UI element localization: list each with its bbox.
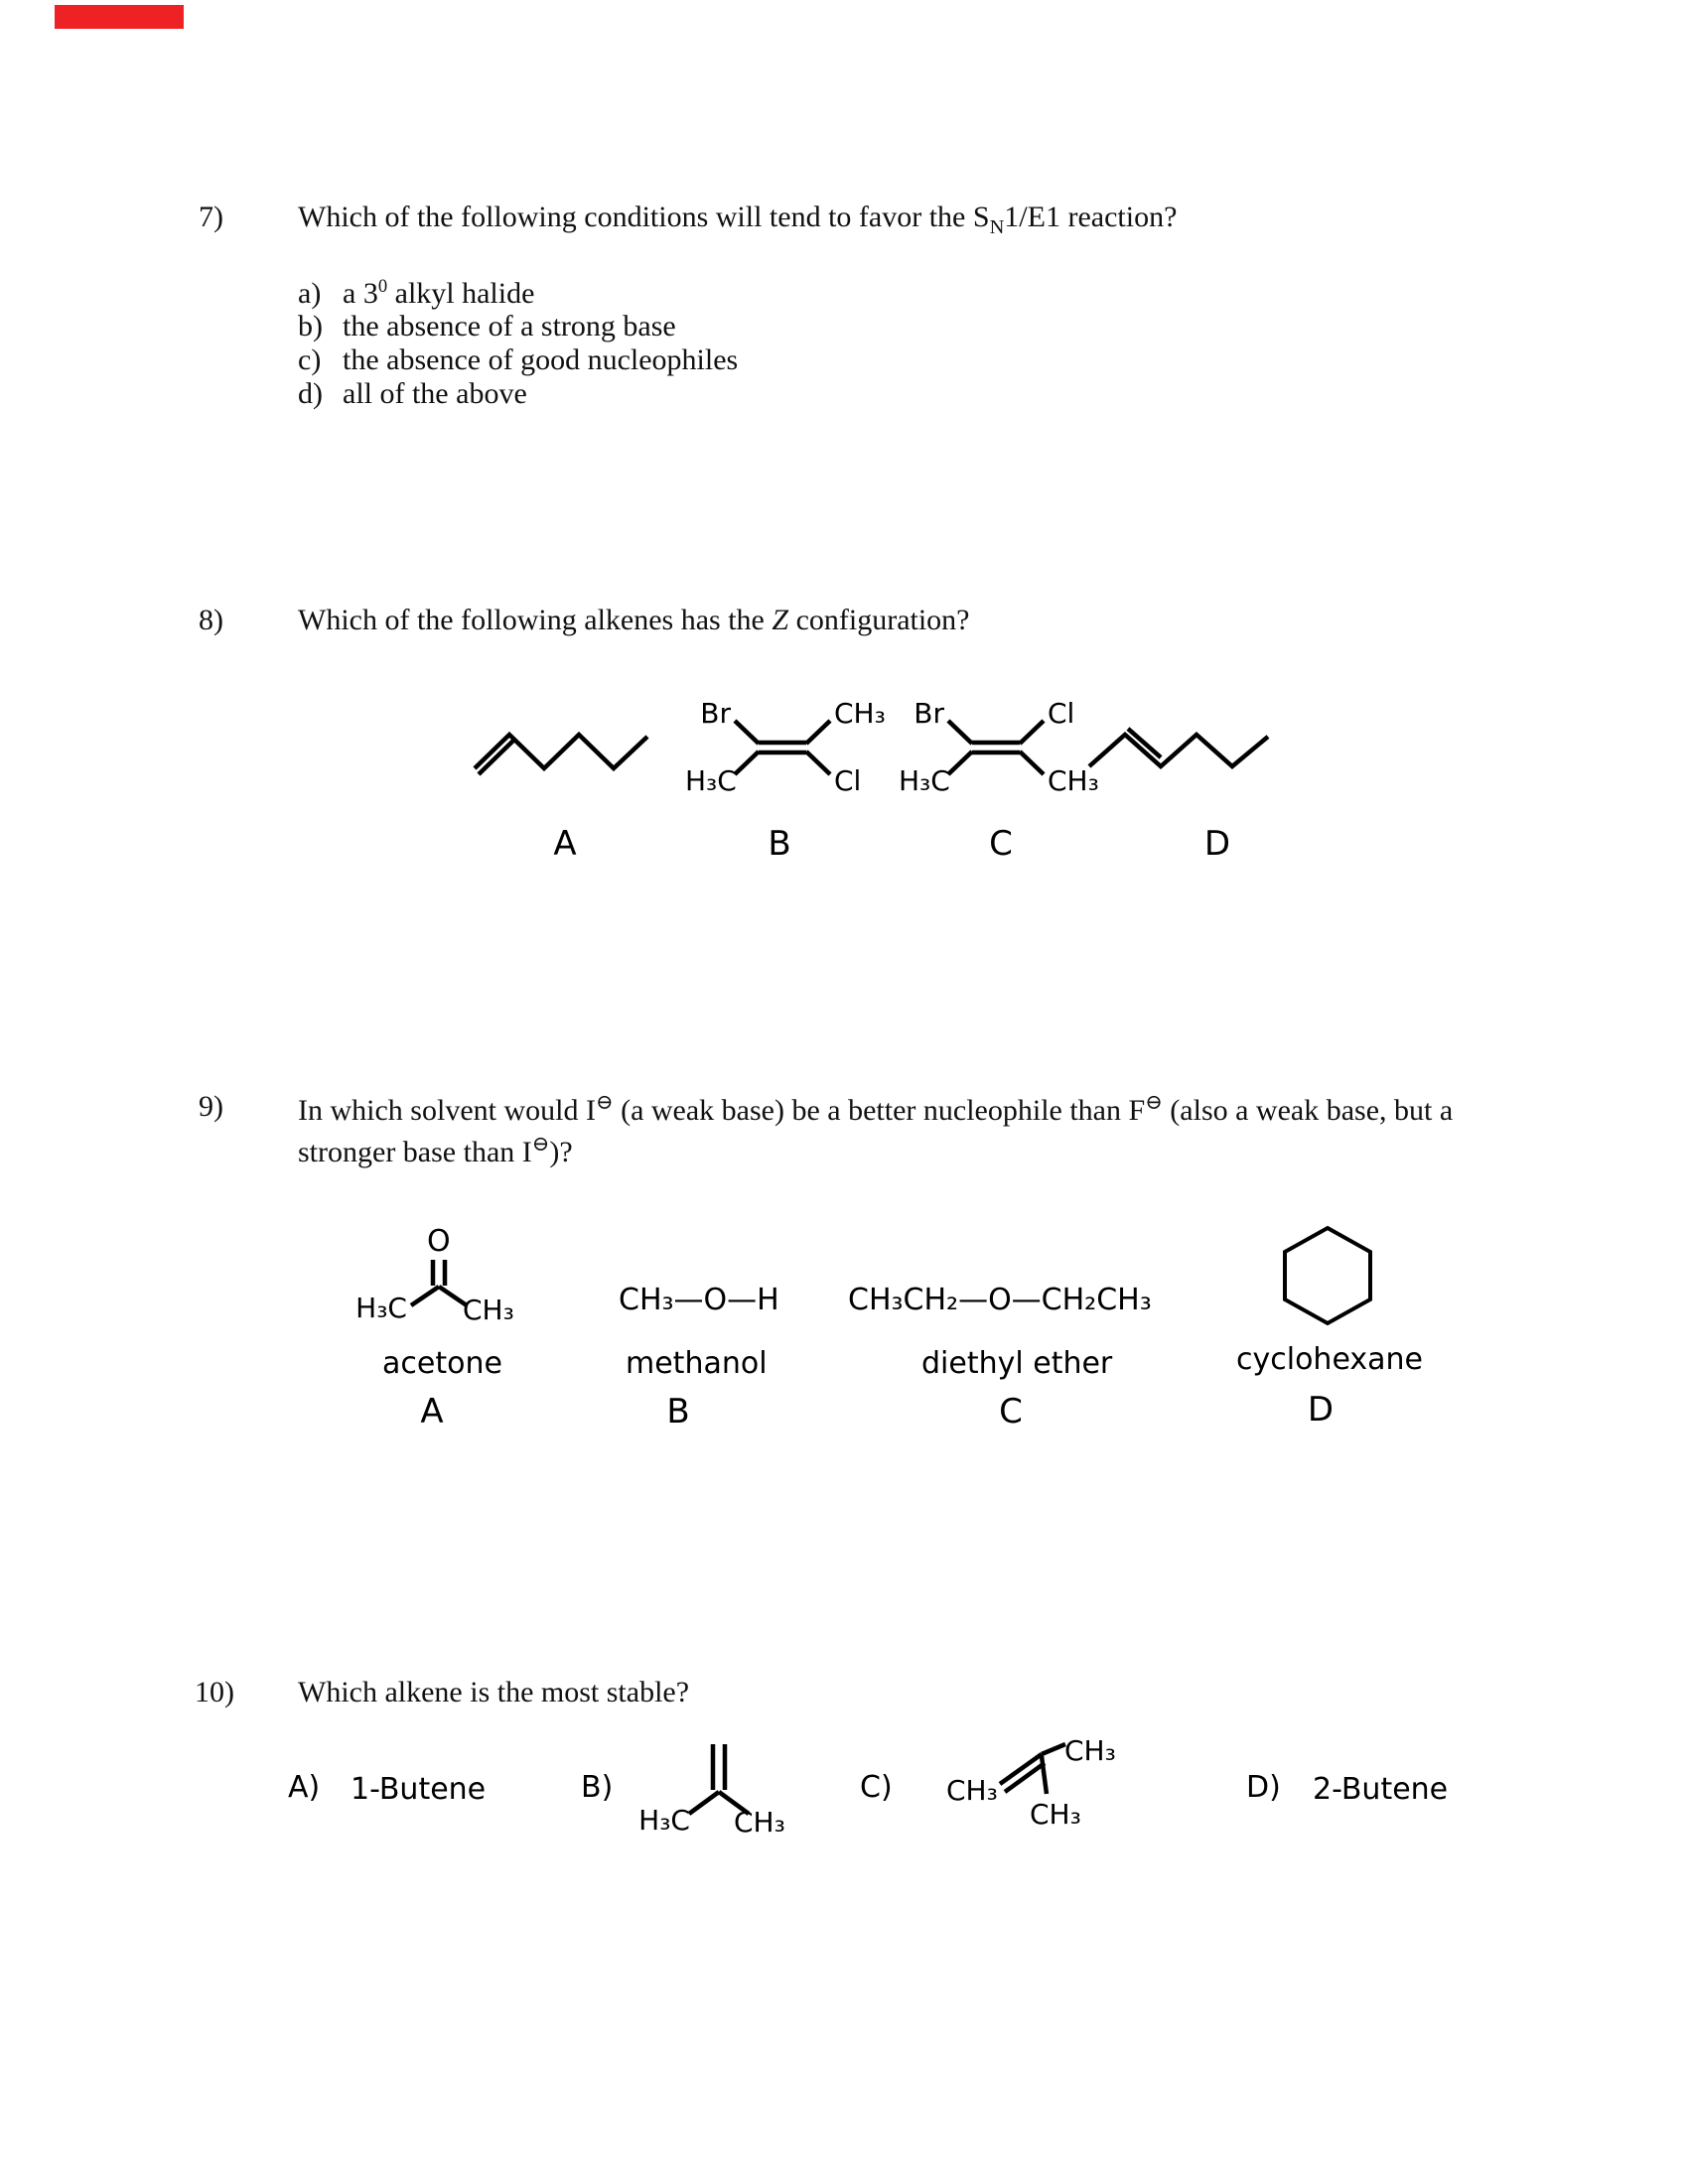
cyclohexane-hexagon <box>1278 1225 1377 1324</box>
q7-number: 7) <box>199 201 223 233</box>
q9-stem-line2 <box>298 1132 573 1169</box>
q10-option-b-letter: B) <box>581 1770 614 1805</box>
q9-acetone-right-methyl: CH₃ <box>463 1294 514 1326</box>
q10-number: 10) <box>195 1676 234 1708</box>
q8-stem-z-italic: Z <box>772 604 789 636</box>
q7-option-b <box>298 310 676 343</box>
q8-label-a: A <box>553 824 577 864</box>
q9-number: 9) <box>199 1090 223 1123</box>
q10-stem: Which alkene is the most stable? <box>298 1676 690 1708</box>
q8-stem <box>298 604 970 637</box>
q10-structure-c <box>938 1732 1137 1837</box>
q8-b-substituent-bottom-left: H₃C <box>685 764 737 797</box>
q9-label-d: D <box>1307 1390 1335 1430</box>
q8-structure-c <box>899 693 1099 802</box>
q8-b-substituent-bottom-right: Cl <box>834 764 862 797</box>
q7-stem <box>298 201 1177 239</box>
q9-label-a: A <box>420 1392 444 1432</box>
q9-circled-minus-2: ⊖ <box>1145 1090 1163 1114</box>
q7-stem-part2: 1/E1 reaction? <box>1004 201 1178 233</box>
q9-name-acetone: acetone <box>382 1346 502 1381</box>
q7-option-c <box>298 343 738 377</box>
q10-structure-b <box>634 1740 803 1844</box>
q9-stem-line1 <box>298 1090 1453 1128</box>
q8-stem-part1: Which of the following alkenes has the <box>298 604 773 636</box>
q10-option-a-text: 1-Butene <box>351 1772 487 1807</box>
q7-option-d-text: all of the above <box>343 377 527 410</box>
q10-c-bottom-methyl: CH₃ <box>1030 1798 1081 1831</box>
q8-b-substituent-top-left: Br <box>700 697 731 730</box>
q8-c-substituent-bottom-left: H₃C <box>899 764 950 797</box>
q7-stem-part1: Which of the following conditions will tend to favor the S <box>298 201 990 233</box>
q7-option-a-letter: a) <box>298 277 322 310</box>
q9-methanol-formula: CH₃—O—H <box>619 1283 779 1317</box>
q9-ether-formula: CH₃CH₂—O—CH₂CH₃ <box>848 1283 1152 1317</box>
q10-option-d-letter: D) <box>1246 1770 1281 1805</box>
q10-b-left-methyl: H₃C <box>638 1804 690 1837</box>
q7-stem-subscript-n: N <box>989 216 1005 238</box>
q9-line1-part3: (also a weak base, but a <box>1162 1094 1454 1127</box>
q9-name-methanol: methanol <box>626 1346 768 1381</box>
q10-c-left-methyl: CH₃ <box>946 1774 998 1807</box>
q8-label-d: D <box>1203 824 1231 864</box>
q7-option-a-text: a 3 <box>343 277 378 310</box>
q8-label-b: B <box>768 824 791 864</box>
q9-circled-minus-1: ⊖ <box>595 1090 614 1114</box>
q8-structure-b <box>685 693 886 802</box>
q9-label-b: B <box>666 1392 690 1432</box>
q7-option-c-letter: c) <box>298 343 322 376</box>
q9-structure-cyclohexane <box>1278 1225 1377 1324</box>
q9-label-c: C <box>999 1392 1023 1432</box>
q10-option-a-letter: A) <box>288 1770 321 1805</box>
q9-structure-acetone <box>348 1226 536 1325</box>
redaction-bar <box>55 5 184 29</box>
q9-acetone-left-methyl: H₃C <box>355 1292 407 1324</box>
q8-c-substituent-top-left: Br <box>914 697 944 730</box>
q7-option-a-text2: alkyl halide <box>387 277 535 310</box>
q8-number: 8) <box>199 604 223 636</box>
q9-acetone-oxygen: O <box>427 1224 451 1259</box>
q7-option-d-letter: d) <box>298 377 323 410</box>
q8-structure-d <box>1085 717 1279 776</box>
q8-label-c: C <box>989 824 1013 864</box>
q9-line2-part2: )? <box>549 1136 573 1168</box>
q10-option-c-letter: C) <box>860 1770 893 1805</box>
q9-line1-part2: (a weak base) be a better nucleophile than F <box>613 1094 1146 1127</box>
q10-option-d-text: 2-Butene <box>1313 1772 1449 1807</box>
q9-circled-minus-3: ⊖ <box>531 1132 550 1156</box>
q8-c-substituent-top-right: Cl <box>1048 697 1075 730</box>
q7-option-b-text: the absence of a strong base <box>343 310 676 342</box>
q8-stem-part2: configuration? <box>788 604 970 636</box>
q9-line1-part1: In which solvent would I <box>298 1094 596 1127</box>
q9-name-cyclohexane: cyclohexane <box>1236 1342 1423 1377</box>
q7-option-d <box>298 377 527 411</box>
q7-option-c-text: the absence of good nucleophiles <box>343 343 739 376</box>
q7-option-b-letter: b) <box>298 310 323 342</box>
q8-structure-a <box>469 717 652 776</box>
q10-c-top-right-methyl: CH₃ <box>1064 1734 1116 1767</box>
q8-c-substituent-bottom-right: CH₃ <box>1048 764 1099 797</box>
alkene-skeleton-1-hexene <box>469 717 652 776</box>
q7-option-a <box>298 276 534 311</box>
q9-line2-part1: stronger base than I <box>298 1136 532 1168</box>
q10-b-right-methyl: CH₃ <box>734 1806 785 1839</box>
q8-b-substituent-top-right: CH₃ <box>834 697 886 730</box>
q7-option-a-superscript: 0 <box>377 276 388 297</box>
alkene-skeleton-2-hexene <box>1085 717 1279 776</box>
q9-name-diethyl-ether: diethyl ether <box>921 1346 1113 1381</box>
